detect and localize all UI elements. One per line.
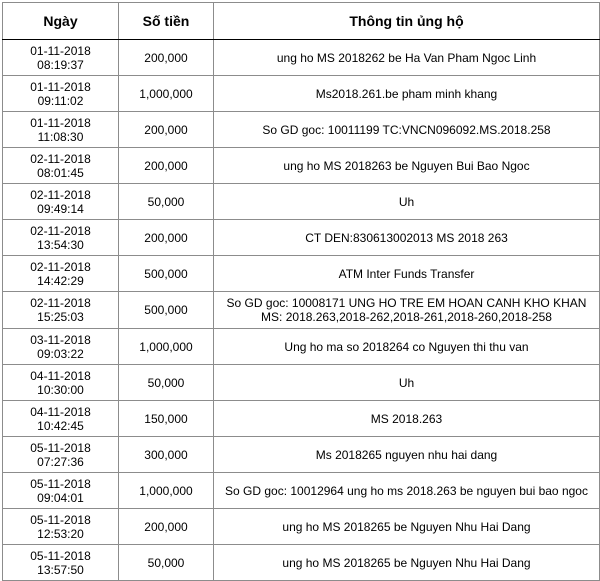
cell-amount: 500,000 [119,292,214,329]
header-date: Ngày [3,3,119,40]
cell-info: Uh [214,365,600,401]
cell-info: CT DEN:830613002013 MS 2018 263 [214,220,600,256]
cell-date: 05-11-2018 12:53:20 [3,509,119,545]
cell-date: 02-11-2018 14:42:29 [3,256,119,292]
cell-info: ung ho MS 2018265 be Nguyen Nhu Hai Dang [214,509,600,545]
cell-amount: 300,000 [119,437,214,473]
cell-info: ung ho MS 2018263 be Nguyen Bui Bao Ngoc [214,148,600,184]
cell-date: 02-11-2018 15:25:03 [3,292,119,329]
table-row [3,76,600,112]
cell-amount: 200,000 [119,112,214,148]
cell-info: MS 2018.263 [214,401,600,437]
table-row [3,40,600,76]
header-amount: Số tiền [119,3,214,40]
cell-amount: 200,000 [119,148,214,184]
cell-amount: 50,000 [119,545,214,581]
cell-amount: 50,000 [119,365,214,401]
cell-date: 03-11-2018 09:03:22 [3,329,119,365]
donation-table [2,2,600,581]
cell-amount: 1,000,000 [119,329,214,365]
cell-amount: 200,000 [119,220,214,256]
cell-info: So GD goc: 10008171 UNG HO TRE EM HOAN CANH KHO KHAN MS: 2018.263,2018-262,2018-261,2018-260,2018-258 [214,292,600,329]
table-row [3,292,600,329]
cell-amount: 1,000,000 [119,473,214,509]
cell-amount: 50,000 [119,184,214,220]
cell-date: 05-11-2018 07:27:36 [3,437,119,473]
cell-info: Ung ho ma so 2018264 co Nguyen thi thu van [214,329,600,365]
table-row [3,148,600,184]
header-row [3,3,600,40]
cell-info: ung ho MS 2018262 be Ha Van Pham Ngoc Linh [214,40,600,76]
table-row [3,256,600,292]
cell-date: 04-11-2018 10:30:00 [3,365,119,401]
cell-info: So GD goc: 10011199 TC:VNCN096092.MS.2018.258 [214,112,600,148]
cell-date: 02-11-2018 08:01:45 [3,148,119,184]
cell-date: 05-11-2018 13:57:50 [3,545,119,581]
cell-date: 04-11-2018 10:42:45 [3,401,119,437]
cell-amount: 200,000 [119,509,214,545]
table-row [3,401,600,437]
cell-date: 02-11-2018 13:54:30 [3,220,119,256]
cell-date: 05-11-2018 09:04:01 [3,473,119,509]
table-row [3,545,600,581]
cell-amount: 150,000 [119,401,214,437]
cell-info: Uh [214,184,600,220]
table-row [3,220,600,256]
cell-date: 01-11-2018 08:19:37 [3,40,119,76]
header-info: Thông tin ủng hộ [214,3,600,40]
cell-amount: 500,000 [119,256,214,292]
cell-amount: 1,000,000 [119,76,214,112]
cell-info: Ms2018.261.be pham minh khang [214,76,600,112]
cell-date: 01-11-2018 09:11:02 [3,76,119,112]
cell-date: 02-11-2018 09:49:14 [3,184,119,220]
table-body [3,40,600,581]
table-row [3,509,600,545]
cell-info: So GD goc: 10012964 ung ho ms 2018.263 be nguyen bui bao ngoc [214,473,600,509]
table-row [3,437,600,473]
cell-date: 01-11-2018 11:08:30 [3,112,119,148]
cell-amount: 200,000 [119,40,214,76]
table-row [3,365,600,401]
cell-info: ATM Inter Funds Transfer [214,256,600,292]
table-row [3,112,600,148]
table-row [3,184,600,220]
cell-info: Ms 2018265 nguyen nhu hai dang [214,437,600,473]
table-row [3,329,600,365]
cell-info: ung ho MS 2018265 be Nguyen Nhu Hai Dang [214,545,600,581]
table-row [3,473,600,509]
